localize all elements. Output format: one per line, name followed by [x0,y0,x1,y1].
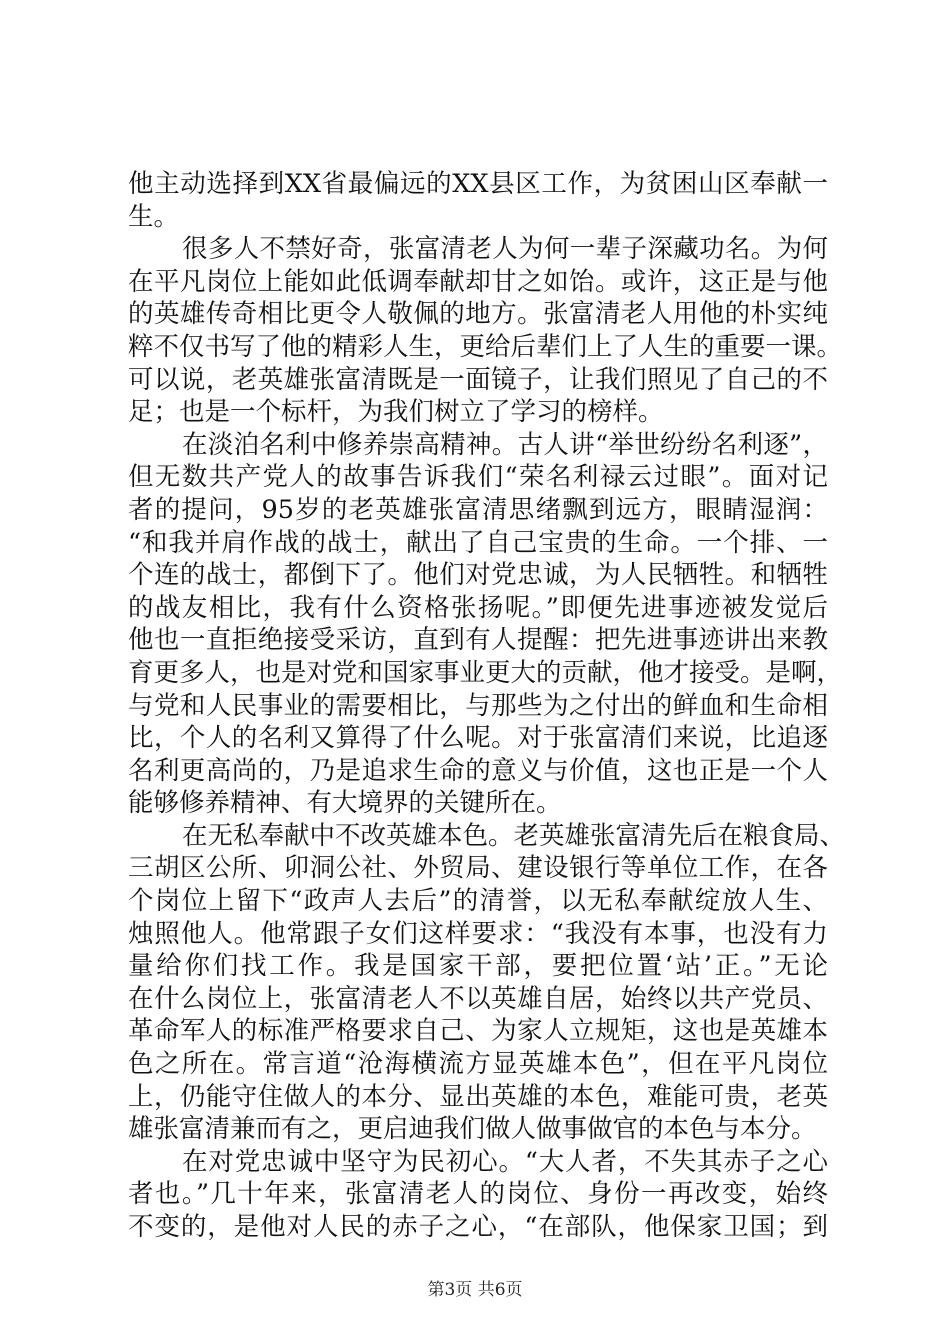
text-line: 生。 [128,201,180,232]
text-line: 在淡泊名利中修养崇高精神。古人讲“举世纷纷名利逐”， [182,429,828,460]
text-line: 但无数共产党人的故事告诉我们“荣名利禄云过眼”。面对记 [128,462,828,493]
text-line: 者也。”几十年来，张富清老人的岗位、身份一再改变，始终 [128,1179,828,1210]
paragraph [128,233,843,429]
text-line: 个岗位上留下“政声人去后”的清誉，以无私奉献绽放人生、 [128,886,828,917]
paragraph [128,820,846,1146]
text-line: 雄张富清兼而有之，更启迪我们做人做事做官的本色与本分。 [128,1114,817,1145]
text-line: 三胡区公所、卯洞公社、外贸局、建设银行等单位工作，在各 [128,853,828,884]
text-line: 名利更高尚的，乃是追求生命的意义与价值，这也正是一个人 [128,755,828,786]
text-line: 他主动选择到XX省最偏远的XX县区工作，为贫困山区奉献一 [128,169,828,199]
text-line: 在无私奉献中不改英雄本色。老英雄张富清先后在粮食局、 [182,820,846,851]
text-line: 在对党忠诚中坚守为民初心。“大人者，不失其赤子之心 [182,1146,828,1177]
text-line: 个连的战士，都倒下了。他们对党忠诚，为人民牺牲。和牺牲 [128,560,828,591]
text-line: 比，个人的名利又算得了什么呢。对于张富清们来说，比追逐 [128,723,828,754]
text-line: 革命军人的标准严格要求自己、为家人立规矩，这也是英雄本 [128,1016,828,1047]
text-line: 能够修养精神、有大境界的关键所在。 [128,788,562,819]
text-line: 量给你们找工作。我是国家干部，要把位置‘站’正。”无论 [128,951,828,982]
text-line: 在什么岗位上，张富清老人不以英雄自居，始终以共产党员、 [128,983,828,1014]
paragraph [128,429,843,820]
paragraph [128,168,828,233]
text-line: 烛照他人。他常跟子女们这样要求：“我没有本事，也没有力 [128,918,828,949]
page-footer: 第3页 共6页 [427,1280,523,1300]
text-line: 足；也是一个标杆，为我们树立了学习的榜样。 [128,397,664,428]
text-line: 色之所在。常言道“沧海横流方显英雄本色”，但在平凡岗位 [128,1049,828,1080]
paragraph [128,1146,828,1244]
text-line: 上，仍能守住做人的本分、显出英雄的本色，难能可贵，老英 [128,1081,828,1112]
text-line: 他也一直拒绝接受采访，直到有人提醒：把先进事迹讲出来教 [128,625,828,656]
document-body [128,168,846,1244]
text-line: 与党和人民事业的需要相比，与那些为之付出的鲜血和生命相 [128,690,828,721]
text-line: 粹不仅书写了他的精彩人生，更给后辈们上了人生的重要一课。 [128,331,843,362]
text-line: 者的提问，95岁的老英雄张富清思绪飘到远方，眼睛湿润： [128,494,828,525]
text-line: 的英雄传奇相比更令人敬佩的地方。张富清老人用他的朴实纯 [128,299,828,330]
text-line: 可以说，老英雄张富清既是一面镜子，让我们照见了自己的不 [128,364,828,395]
text-line: 在平凡岗位上能如此低调奉献却甘之如饴。或许，这正是与他 [128,266,828,297]
text-line: 很多人不禁好奇，张富清老人为何一辈子深藏功名。为何 [182,234,828,265]
text-line: “和我并肩作战的战士，献出了自己宝贵的生命。一个排、一 [128,527,828,558]
text-line: 育更多人，也是对党和国家事业更大的贡献，他才接受。是啊， [128,657,843,688]
text-line: 不变的，是他对人民的赤子之心，“在部队，他保家卫国；到 [128,1212,828,1242]
text-line: 的战友相比，我有什么资格张扬呢。”即便先进事迹被发觉后 [128,592,828,623]
